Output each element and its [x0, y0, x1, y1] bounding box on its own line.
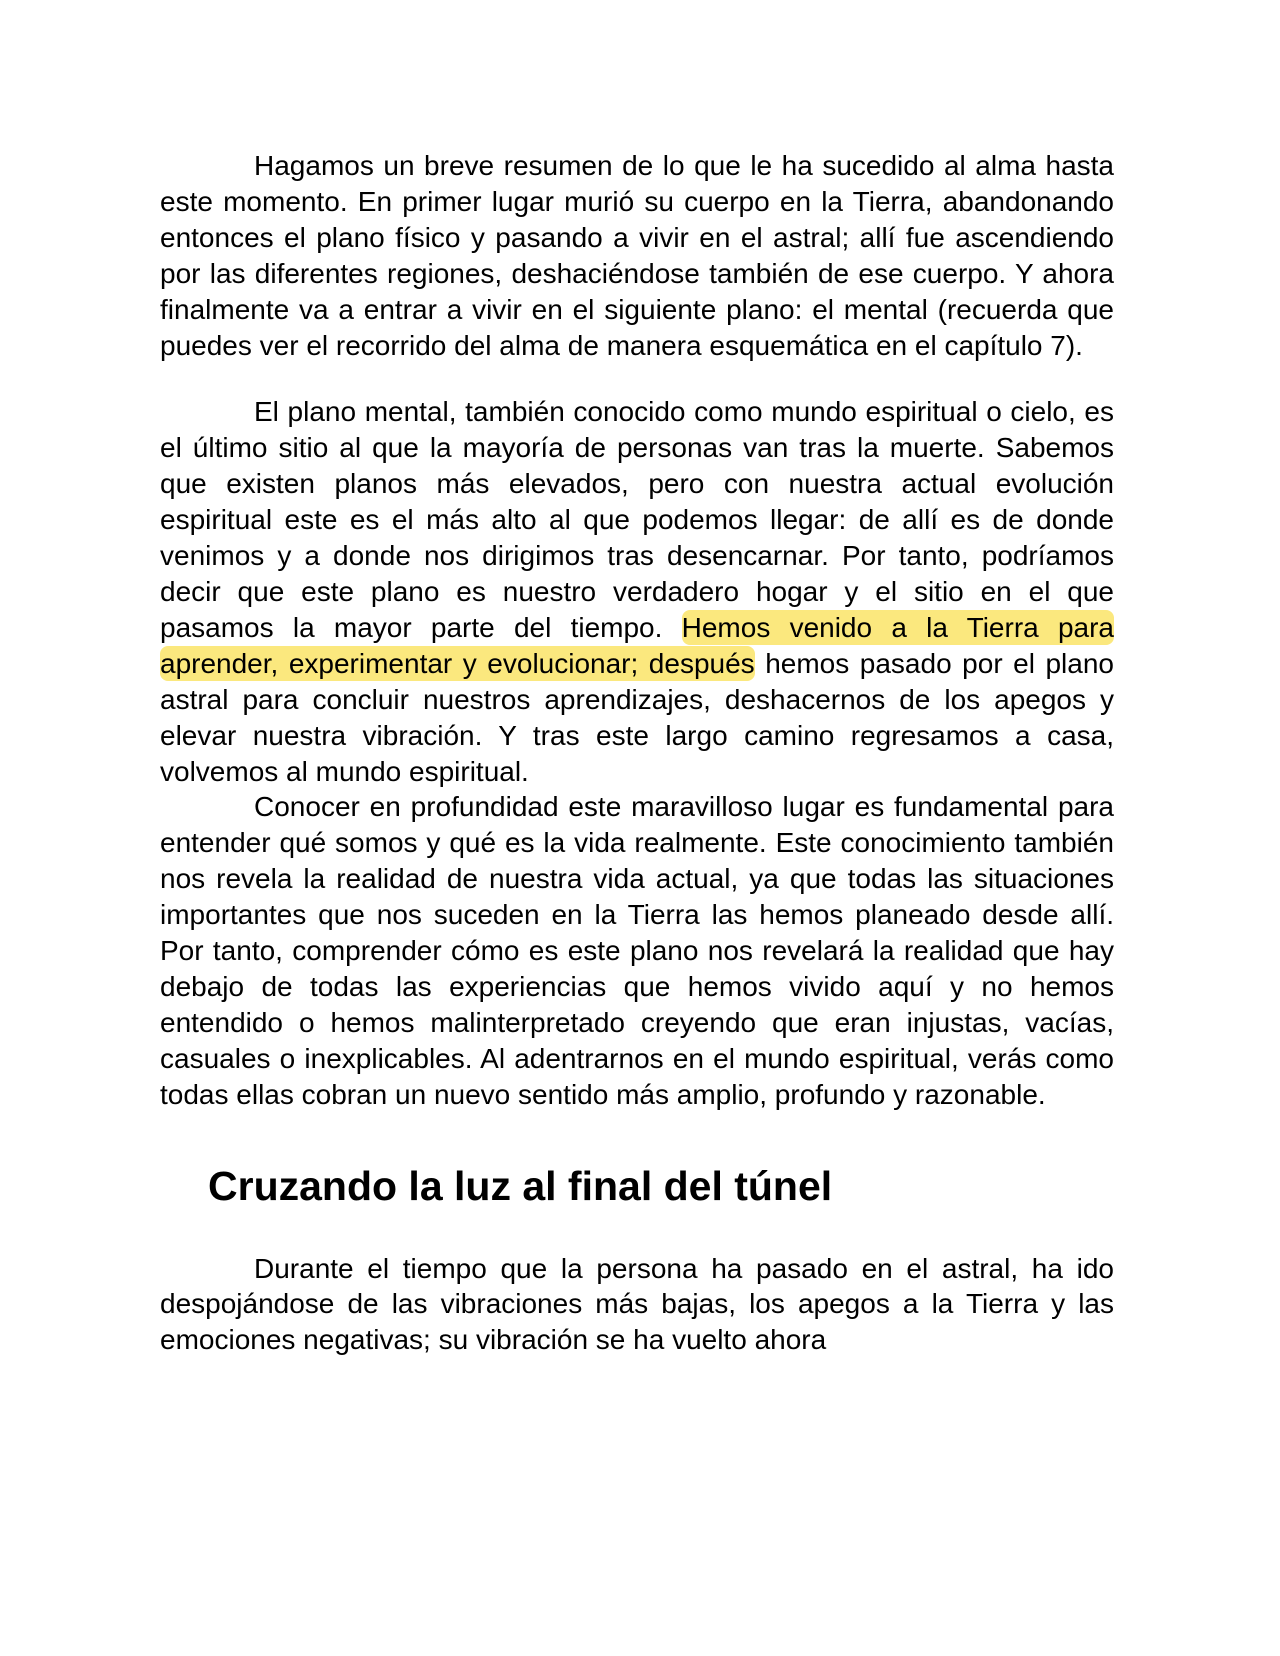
- section-heading: Cruzando la luz al final del túnel: [208, 1162, 833, 1209]
- paragraph-text: El plano mental, también conocido como mundo espiritual o cielo, es el último sitio al que la mayoría de personas van tras la muerte. Sabemos que existen planos más elevados, pero con nuestra actual evolución espiritual este es el más alto al que podemos llegar: de allí es de donde venimos y a donde nos dirigimos tras desencarnar. Por tanto, podríamos decir que este plano es nuestro verdadero hogar y el sitio en el que pasamos la mayor parte del tiempo.: [160, 396, 1114, 643]
- paragraph-mental-plane: [160, 394, 1114, 789]
- paragraph-summary: Hagamos un breve resumen de lo que le ha sucedido al alma hasta este momento. En primer lugar murió su cuerpo en la Tierra, abandonando entonces el plano físico y pasando a vivir en el astral; allí fue ascendiendo por las diferentes regiones, deshaciéndose también de ese cuerpo. Y ahora finalmente va a entrar a vivir en el siguiente plano: el mental (recuerda que puedes ver el recorrido del alma de manera esquemática en el capítulo 7).: [160, 150, 1114, 361]
- paragraph-astral-time: Durante el tiempo que la persona ha pasado en el astral, ha ido despojándose de las vibraciones más bajas, los apegos a la Tierra y las emociones negativas; su vibración se ha vuelto ahora: [160, 1252, 1114, 1356]
- paragraph-text: hemos pasado por el plano astral para concluir nuestros aprendizajes, deshacernos de los apegos y elevar nuestra vibración. Y tras este largo camino regresamos a casa, volvemos al mundo espiritual.: [160, 647, 1114, 787]
- document-page: [160, 148, 1114, 1358]
- highlighted-text[interactable]: Hemos venido a la Tierra para aprender, experimentar y evolucionar; después: [160, 611, 1115, 679]
- paragraph-knowledge: Conocer en profundidad este maravilloso lugar es fundamental para entender qué somos y qué es la vida realmente. Este conocimiento también nos revela la realidad de nuestra vida actual, ya que todas las situaciones importantes que nos suceden en la Tierra las hemos planeado desde allí. Por tanto, comprender cómo es este plano nos revelará la realidad que hay debajo de todas las experiencias que hemos vivido aquí y no hemos entendido o hemos malinterpretado creyendo que eran injustas, vacías, casuales o inexplicables. Al adentrarnos en el mundo espiritual, verás como todas ellas cobran un nuevo sentido más amplio, profundo y razonable.: [160, 791, 1114, 1110]
